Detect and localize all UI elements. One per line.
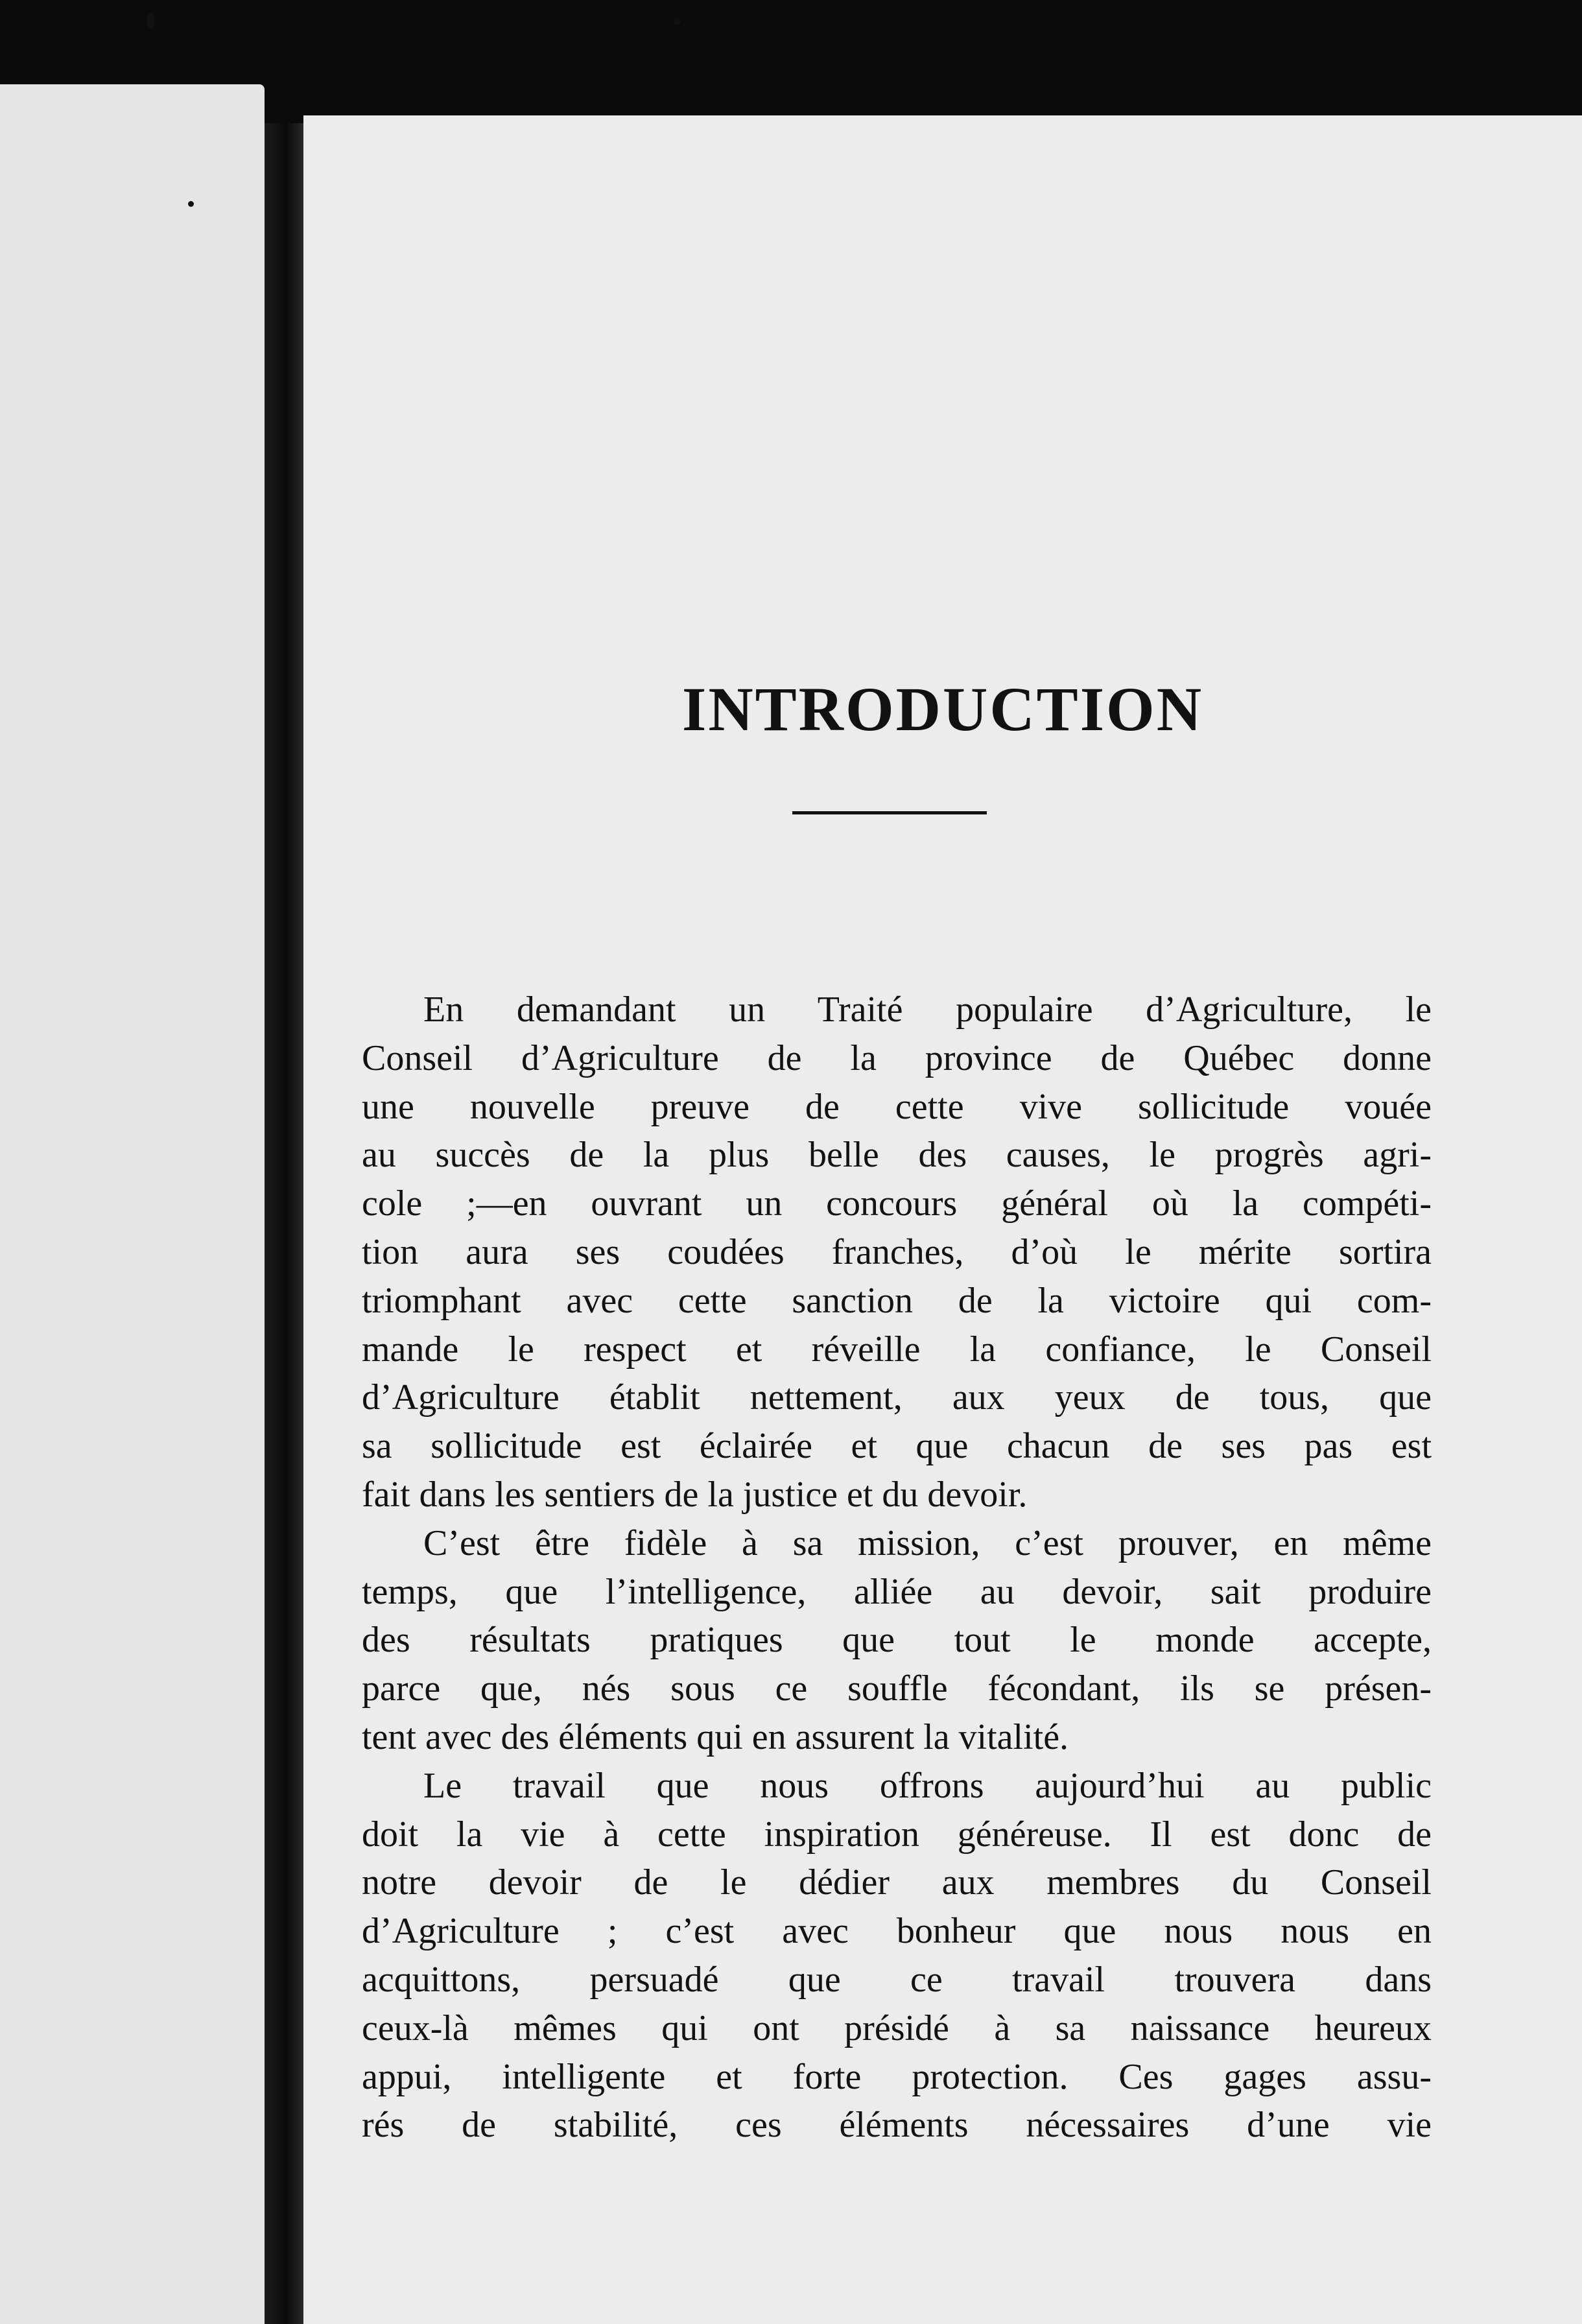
text-line: temps, que l’intelligence, alliée au devoir, sait produire xyxy=(362,1571,1432,1612)
scan-speck xyxy=(674,18,681,25)
text-line: C’est être fidèle à sa mission, c’est prouver, en même xyxy=(423,1523,1432,1563)
paragraph xyxy=(362,1762,1432,2150)
text-line: mande le respect et réveille la confiance, le Conseil xyxy=(362,1329,1432,1370)
text-line: Conseil d’Agriculture de la province de Québec donne xyxy=(362,1038,1432,1078)
text-line: appui, intelligente et forte protection. Ces gages assu- xyxy=(362,2056,1432,2097)
text-line: des résultats pratiques que tout le monde accepte, xyxy=(362,1620,1432,1661)
book-gutter xyxy=(265,123,303,2324)
body-text xyxy=(362,986,1432,2150)
text-line: tent avec des éléments qui en assurent la vitalité. xyxy=(362,1716,1069,1757)
title-rule xyxy=(792,811,987,814)
chapter-title: INTRODUCTION xyxy=(681,674,1204,744)
text-line: tion aura ses coudées franches, d’où le mérite sortira xyxy=(362,1231,1432,1272)
scan-speck xyxy=(147,13,156,29)
paragraph xyxy=(362,986,1432,1519)
text-line: En demandant un Traité populaire d’Agriculture, le xyxy=(423,990,1432,1030)
text-line: d’Agriculture établit nettement, aux yeux de tous, que xyxy=(362,1377,1432,1418)
text-line: au succès de la plus belle des causes, le progrès agri- xyxy=(362,1135,1432,1176)
text-line: rés de stabilité, ces éléments nécessaires d’une vie xyxy=(362,2105,1432,2146)
book-page xyxy=(303,115,1582,2324)
text-line: triomphant avec cette sanction de la victoire qui com- xyxy=(362,1280,1432,1321)
facing-page xyxy=(0,84,265,2324)
text-line: doit la vie à cette inspiration généreuse. Il est donc de xyxy=(362,1814,1432,1855)
text-line: d’Agriculture ; c’est avec bonheur que nous nous en xyxy=(362,1911,1432,1952)
text-line: parce que, nés sous ce souffle fécondant, ils se présen- xyxy=(362,1668,1432,1709)
text-line: notre devoir de le dédier aux membres du Conseil xyxy=(362,1862,1432,1903)
text-line: acquittons, persuadé que ce travail trouvera dans xyxy=(362,1959,1432,2000)
text-line: fait dans les sentiers de la justice et du devoir. xyxy=(362,1474,1028,1515)
text-line: sa sollicitude est éclairée et que chacun de ses pas est xyxy=(362,1426,1432,1467)
text-line: cole ;—en ouvrant un concours général où la compéti- xyxy=(362,1183,1432,1224)
paragraph xyxy=(362,1519,1432,1762)
text-line: Le travail que nous offrons aujourd’hui au public xyxy=(423,1765,1432,1806)
scan-speck xyxy=(188,201,194,207)
text-line: ceux-là mêmes qui ont présidé à sa naissance heureux xyxy=(362,2008,1432,2048)
text-line: une nouvelle preuve de cette vive sollicitude vouée xyxy=(362,1086,1432,1127)
